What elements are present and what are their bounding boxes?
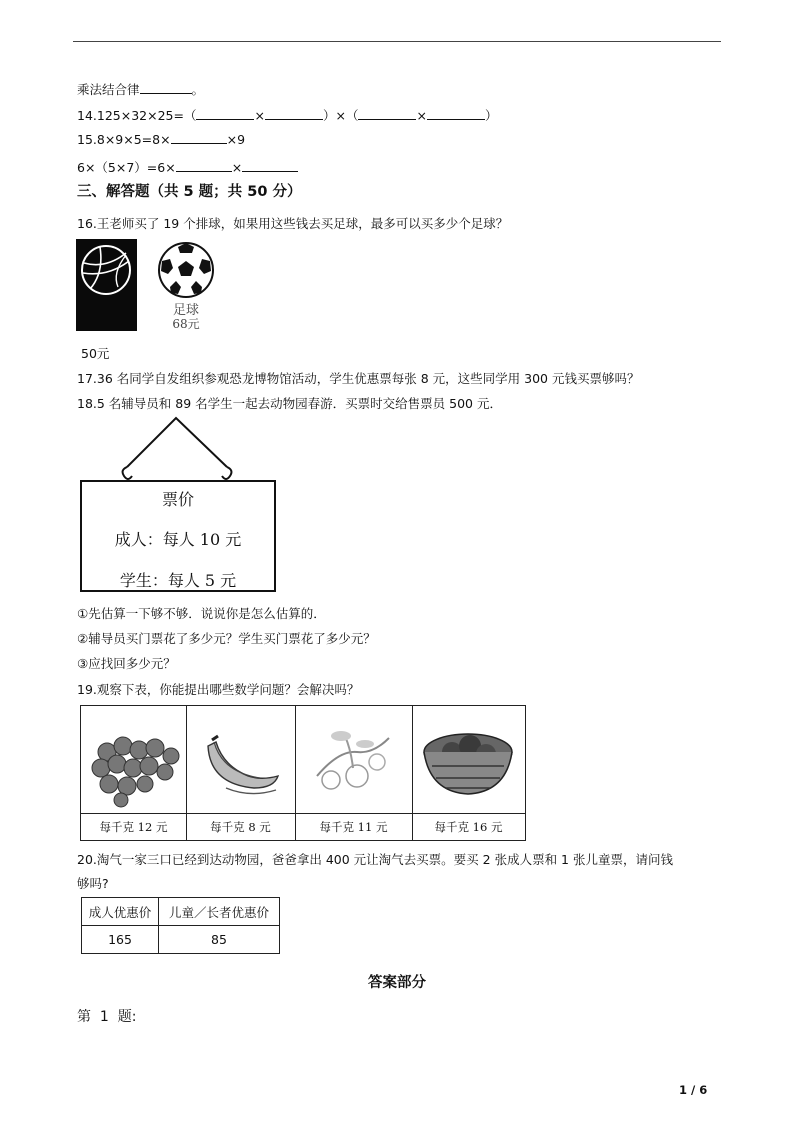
sign-hanger-icon [110,414,245,484]
ticket-price-sign [80,480,276,592]
ticket-price-table [81,897,280,954]
answer-blank[interactable] [265,108,323,120]
fruit-price-table [80,705,526,841]
soccer-label: 足球 [172,303,199,318]
sign-adult-price: 成人：每人 10 元 [114,530,242,549]
q18-text: 18.5 名辅导员和 89 名学生一起去动物园春游．买票时交给售票员 500 元． [77,396,502,411]
q15b: 6×（5×7）=6× × [77,158,298,176]
volleyball-image [76,239,137,331]
header-cell: 儿童／长者优惠价 [159,898,280,926]
volleyball-icon [76,239,137,331]
value-cell: 85 [159,926,280,954]
q13-tail: 乘法结合律 。 [77,82,205,97]
q20-text-line1: 20.淘气一家三口已经到达动物园，爸爸拿出 400 元让淘气去买票。要买 2 张成人票和 1 张儿童票，请问钱 [77,852,673,867]
q18-sub1: ①先估算一下够不够．说说你是怎么估算的． [77,606,326,621]
answers-title: 答案部分 [368,975,426,991]
q17-text: 17.36 名同学自发组织参观恐龙博物馆活动，学生优惠票每张 8 元，这些同学用 300 元钱买票够吗？ [77,371,640,386]
fruit-price: 每千克 12 元 [81,813,186,840]
fruit-price: 每千克 16 元 [412,813,525,840]
fruit-price: 每千克 8 元 [186,813,295,840]
page-number: 1 / 6 [679,1083,708,1097]
fruit-cell [81,706,187,840]
banana-icon [186,706,295,814]
soccer-price: 68元 [172,317,200,331]
q20-text-line2: 够吗? [77,876,109,891]
fruit-cell [412,706,525,840]
answer-blank[interactable] [176,160,232,172]
answer-blank[interactable] [196,108,254,120]
q15: 15.8×9×5=8× ×9 [77,132,246,147]
fruit-basket-icon [412,706,525,814]
fruit-cell [186,706,296,840]
q18-sub3: ③应找回多少元？ [77,656,176,671]
answer-blank[interactable] [140,82,192,94]
q19-text: 19.观察下表，你能提出哪些数学问题？会解决吗？ [77,682,360,697]
section-3-title: 三、解答题（共 5 题；共 50 分） [77,184,302,200]
header-cell: 成人优惠价 [82,898,159,926]
answer-blank[interactable] [171,132,227,144]
q18-sub2: ②辅导员买门票花了多少元？学生买门票花了多少元？ [77,631,376,646]
fruit-cell [295,706,413,840]
soccer-ball-image [156,241,216,331]
answer-1-label: 第 1 题: [77,1009,137,1025]
fruit-price: 每千克 11 元 [295,813,412,840]
lychee-icon [81,706,186,814]
q16-text: 16.王老师买了 19 个排球，如果用这些钱去买足球，最多可以买多少个足球？ [77,216,509,231]
table-row [82,926,280,954]
answer-blank[interactable] [358,108,416,120]
answer-blank[interactable] [242,160,298,172]
table-row [82,898,280,926]
soccer-ball-icon [156,241,216,299]
answer-blank[interactable] [427,108,485,120]
value-cell: 165 [82,926,159,954]
sign-student-price: 学生：每人 5 元 [119,571,237,590]
sign-title: 票价 [161,490,194,509]
fruit-branch-icon [295,706,412,814]
header-rule [73,41,721,42]
q14: 14.125×32×25=（ × ）×（ × ） [77,108,498,123]
volleyball-price: 50元 [81,346,110,361]
